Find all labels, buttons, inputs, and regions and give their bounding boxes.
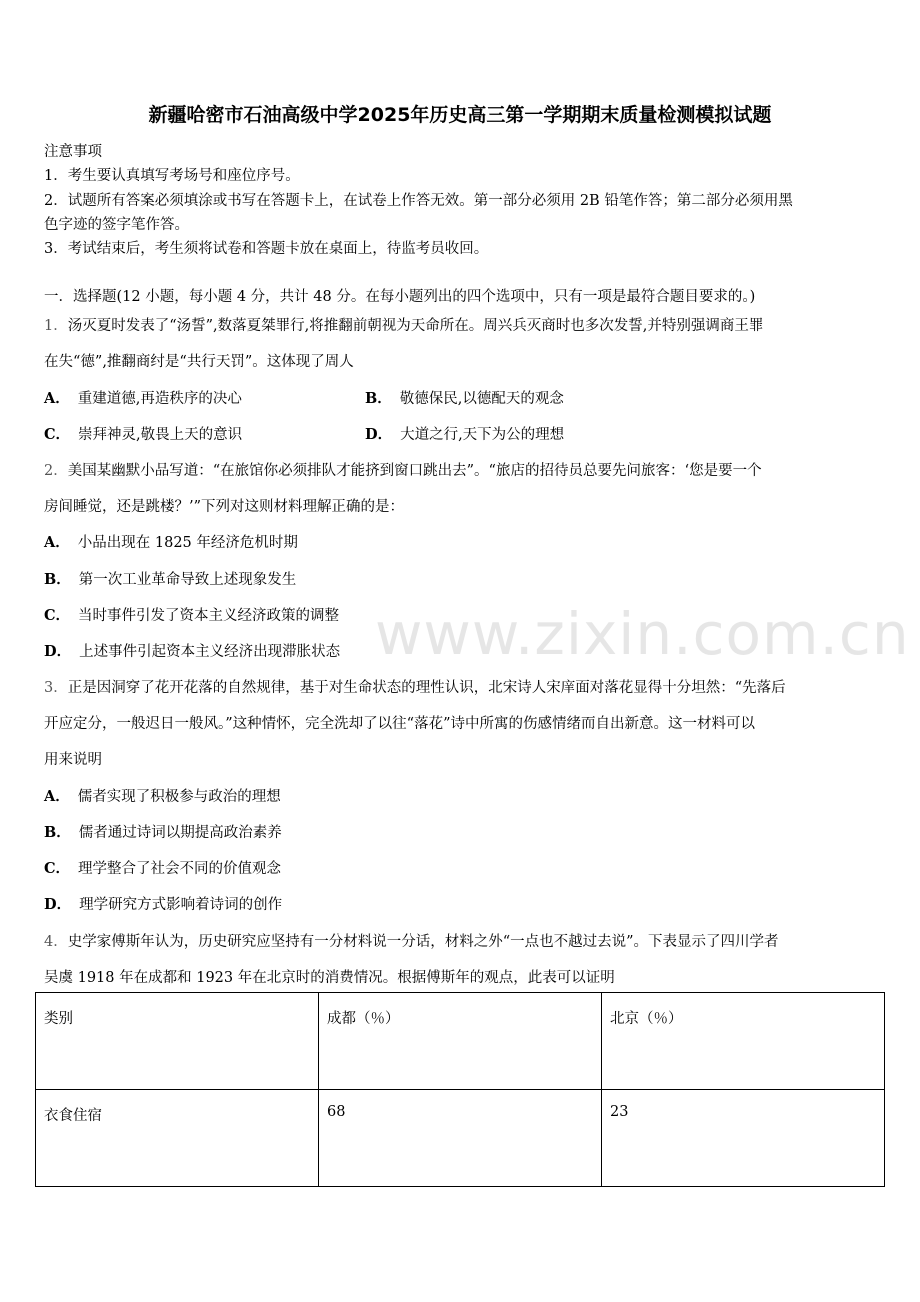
watermark: www.zixin.com.cn xyxy=(375,600,910,668)
option-text: 敬德保民,以德配天的观念 xyxy=(399,391,564,407)
option-text: 当时事件引发了资本主义经济政策的调整 xyxy=(78,608,340,624)
notice-item-2: 2．试题所有答案必须填涂或书写在答题卡上，在试卷上作答无效。第一部分必须用 2B 铅笔作答；第二部分必须用黑 xyxy=(44,193,793,209)
question-1-text-1: 汤灭夏时发表了“汤誓”,数落夏桀罪行,将推翻前朝视为天命所在。周兴兵灭商时也多次发誓,并特别强调商王罪 xyxy=(67,318,764,334)
section-heading: 一．选择题(12 小题，每小题 4 分，共计 48 分。在每小题列出的四个选项中，只有一项是最符合题目要求的。) xyxy=(44,289,756,305)
page-title: 新疆哈密市石油高级中学2025年历史高三第一学期期末质量检测模拟试题 xyxy=(148,104,772,126)
option-text: 大道之行,天下为公的理想 xyxy=(400,427,565,443)
q1-option-a[interactable] xyxy=(44,387,242,408)
option-label: A． xyxy=(44,788,70,805)
table-cell: 衣食住宿 xyxy=(36,1090,319,1187)
option-text: 重建道德,再造秩序的决心 xyxy=(77,391,242,407)
q2-option-d[interactable] xyxy=(44,640,340,661)
option-text: 理学研究方式影响着诗词的创作 xyxy=(79,897,283,913)
q1-option-d[interactable] xyxy=(365,423,564,444)
table-row xyxy=(36,1090,885,1187)
option-label: C． xyxy=(44,426,71,443)
question-2-number: 2． xyxy=(44,463,68,479)
option-text: 小品出现在 1825 年经济危机时期 xyxy=(77,535,298,551)
option-text: 理学整合了社会不同的价值观念 xyxy=(78,861,282,877)
question-1-number: 1． xyxy=(44,318,68,334)
question-4-number: 4． xyxy=(44,934,68,950)
option-text: 上述事件引起资本主义经济出现滞胀状态 xyxy=(79,644,341,660)
option-label: D． xyxy=(44,643,72,660)
q3-option-b[interactable] xyxy=(44,821,282,842)
q3-option-a[interactable] xyxy=(44,785,281,806)
option-label: D． xyxy=(365,426,393,443)
q3-option-d[interactable] xyxy=(44,893,282,914)
option-label: B． xyxy=(365,390,392,407)
question-4-line-2: 吴虞 1918 年在成都和 1923 年在北京时的消费情况。根据傅斯年的观点，此表可以证明 xyxy=(44,970,615,986)
table-header-cell: 北京（％） xyxy=(602,993,885,1090)
notice-item-1: 1．考生要认真填写考场号和座位序号。 xyxy=(44,168,300,184)
q3-option-c[interactable] xyxy=(44,857,281,878)
table-header-cell: 类别 xyxy=(36,993,319,1090)
notice-item-2-cont: 色字迹的签字笔作答。 xyxy=(44,217,189,233)
option-text: 第一次工业革命导致上述现象发生 xyxy=(78,572,297,588)
question-1-line-2: 在失“德”,推翻商纣是“共行天罚”。这体现了周人 xyxy=(44,354,354,370)
table-header-row xyxy=(36,993,885,1090)
q1-option-b[interactable] xyxy=(365,387,564,408)
question-4-line-1 xyxy=(44,930,779,951)
q1-option-c[interactable] xyxy=(44,423,242,444)
question-3-number: 3． xyxy=(44,680,68,696)
question-3-text-1: 正是因洞穿了花开花落的自然规律，基于对生命状态的理性认识，北宋诗人宋庠面对落花显得十分坦然：“先落后 xyxy=(67,680,786,696)
option-text: 崇拜神灵,敬畏上天的意识 xyxy=(78,427,243,443)
option-label: A． xyxy=(44,390,70,407)
table-cell: 68 xyxy=(319,1090,602,1187)
option-label: A． xyxy=(44,534,70,551)
option-label: D． xyxy=(44,896,72,913)
question-2-line-2: 房间睡觉，还是跳楼？’”下列对这则材料理解正确的是： xyxy=(44,499,405,515)
question-3-line-1 xyxy=(44,676,786,697)
q2-option-a[interactable] xyxy=(44,531,298,552)
question-3-line-2: 开应定分，一般迟日一般风。”这种情怀，完全洗却了以往“落花”诗中所寓的伤感情绪而自出新意。这一材料可以 xyxy=(44,716,755,732)
q2-option-b[interactable] xyxy=(44,568,296,589)
q2-option-c[interactable] xyxy=(44,604,339,625)
notice-item-3: 3．考试结束后，考生须将试卷和答题卡放在桌面上，待监考员收回。 xyxy=(44,241,489,257)
notice-heading: 注意事项 xyxy=(44,144,102,160)
question-4-text-1: 史学家傅斯年认为，历史研究应坚持有一分材料说一分话，材料之外“一点也不越过去说”。下表显示了四川学者 xyxy=(67,934,779,950)
option-label: B． xyxy=(44,571,71,588)
option-text: 儒者实现了积极参与政治的理想 xyxy=(77,789,281,805)
option-label: C． xyxy=(44,860,71,877)
table-header-cell: 成都（％） xyxy=(319,993,602,1090)
question-3-line-3: 用来说明 xyxy=(44,752,102,768)
table-cell: 23 xyxy=(602,1090,885,1187)
question-1-line-1 xyxy=(44,314,763,335)
option-label: B． xyxy=(44,824,71,841)
option-label: C． xyxy=(44,607,71,624)
consumption-table xyxy=(35,992,885,1187)
option-text: 儒者通过诗词以期提高政治素养 xyxy=(78,825,282,841)
question-2-line-1 xyxy=(44,459,762,480)
question-2-text-1: 美国某幽默小品写道：“在旅馆你必须排队才能挤到窗口跳出去”。“旅店的招待员总要先问旅客：‘您是要一个 xyxy=(67,463,762,479)
